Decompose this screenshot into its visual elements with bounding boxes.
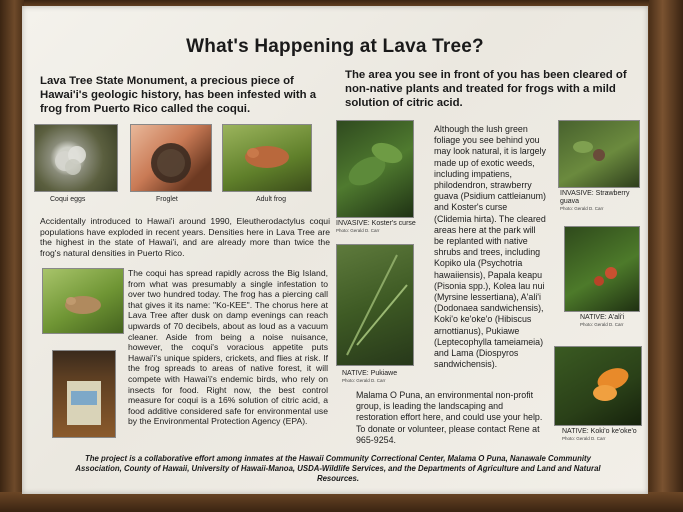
caption-strawberry-guava-text: INVASIVE: Strawberry guava <box>560 190 630 205</box>
aalii-photo <box>564 226 640 312</box>
strawberry-guava-photo <box>558 120 640 188</box>
caption-adult-frog: Adult frog <box>256 196 286 203</box>
froglet-photo <box>130 124 212 192</box>
kosters-curse-leaves <box>337 121 413 217</box>
caption-froglet: Froglet <box>156 196 178 203</box>
photo-credit-guava: Photo: Gerald D. Carr <box>560 206 604 211</box>
eggs-illustration <box>35 125 117 191</box>
left-intro: Lava Tree State Monument, a precious piece of Hawai'i's geologic history, has been infested with a frog from Puerto Rico called the coqui. <box>40 75 317 115</box>
pukiawe-branches <box>337 245 413 365</box>
caption-strawberry-guava <box>560 190 650 212</box>
frog-on-leaf-photo <box>42 268 124 334</box>
paragraph-exotic-weeds-replanting: Although the lush green foliage you see behind you may look natural, it is largely made up of exotic weeds, including impatiens, philodendron, strawberry guava (Psidium cattleianum) and Koster's curse (Clidemia hirta). The cleared areas here at the park will be replanted with native shrubs and trees, including Kopiko ula (Psychotria hawaiiensis), Papala keapu (Pisonia spp.), Kolea lau nui (Myrsine lessertiana), A'ali'i (Dodonaea sandwichensis), Koki'o ke'oke'o (Hibiscus arnottianus), Pukiawe (Leptecophylla tameiameia) and Lama (Diospyros sandwichensis). <box>434 124 546 370</box>
frog-on-leaf-illustration <box>43 269 123 333</box>
caption-kokio-text: NATIVE: Koki'o ke'oke'o <box>562 428 637 435</box>
coqui-eggs-photo <box>34 124 118 192</box>
caption-coqui-eggs: Coqui eggs <box>50 196 86 203</box>
photo-credit-kokio: Photo: Gerald D. Carr <box>562 436 606 441</box>
information-sign-board <box>22 6 648 494</box>
right-intro: The area you see in front of you has been cleared of non-native plants and treated for frogs with a mild solution of citric acid. <box>345 69 627 109</box>
bottle-illustration <box>53 351 115 437</box>
caption-kosters-curse <box>336 220 426 234</box>
paragraph-coqui-spread: The coqui has spread rapidly across the Big Island, from what was presumably a single infestation to over two hundred today. The frog has a piercing call that gives it its name: "Ko-KEE". The chorus here at Lava Tree after dusk on damp evenings can reach upwards of 70 decibels, about as loud as a vacuum cleaner. Aside from being a noise nuisance, however, the coqui's voracious appetite puts Hawai'i's unique spiders, crickets, and flies at risk. If the frog spreads to areas of native forest, it will compete with Hawai'i's endemic birds, who rely on insects for food. Right now, the best control measure for coqui is a 16% solution of citric acid, a food additive considered safe for environmental use by the Environmental Protection Agency (EPA). <box>128 268 328 427</box>
kokio-flower-illustration <box>555 347 641 425</box>
citric-acid-bottle-photo <box>52 350 116 438</box>
adult-frog-photo <box>222 124 312 192</box>
photo-credit-koster: Photo: Gerald D. Carr <box>336 228 380 233</box>
sign-title: What's Happening at Lava Tree? <box>186 36 484 57</box>
caption-pukiawe <box>342 370 432 384</box>
paragraph-malama-o-puna: Malama O Puna, an environmental non-profit group, is leading the landscaping and restoration effort here, and could use your help. To donate or volunteer, please contact Rene at 965-9254. <box>356 390 543 445</box>
caption-pukiawe-text: NATIVE: Pukiawe <box>342 370 398 377</box>
adult-frog-illustration <box>223 125 311 191</box>
photo-credit-pukiawe: Photo: Gerald D. Carr <box>342 378 386 383</box>
caption-kokio <box>562 428 652 442</box>
strawberry-guava-illustration <box>559 121 639 187</box>
aalii-illustration <box>565 227 639 311</box>
wooden-frame-left <box>0 0 24 512</box>
wooden-frame-bottom <box>0 492 683 512</box>
kosters-curse-photo <box>336 120 414 218</box>
froglet-illustration <box>131 125 211 191</box>
photo-credit-aalii: Photo: Gerald D. Carr <box>580 322 624 327</box>
footer-collaboration-note: The project is a collaborative effort among inmates at the Hawaii Community Correctional Center, Malama O Puna, Nanawale Community Association, County of Hawaii, University of Hawaii-Manoa, USDA-Wildlife Services, and the Departments of Agriculture and Land and Natural Resources. <box>75 454 601 484</box>
wooden-frame-right <box>649 0 683 512</box>
caption-kosters-curse-text: INVASIVE: Koster's curse <box>336 220 416 227</box>
kokio-keokeo-photo <box>554 346 642 426</box>
caption-aalii-text: NATIVE: A'ali'i <box>580 314 625 321</box>
pukiawe-photo <box>336 244 414 366</box>
paragraph-introduction-history: Accidentally introduced to Hawai'i around 1990, Eleutherodactylus coqui populations have exploded in recent years. Densities here in Lava Tree are the highest in the state of Hawai'i, and are already more than twice the frog's natural densities in Puerto Rico. <box>40 216 330 258</box>
caption-aalii <box>580 314 650 328</box>
